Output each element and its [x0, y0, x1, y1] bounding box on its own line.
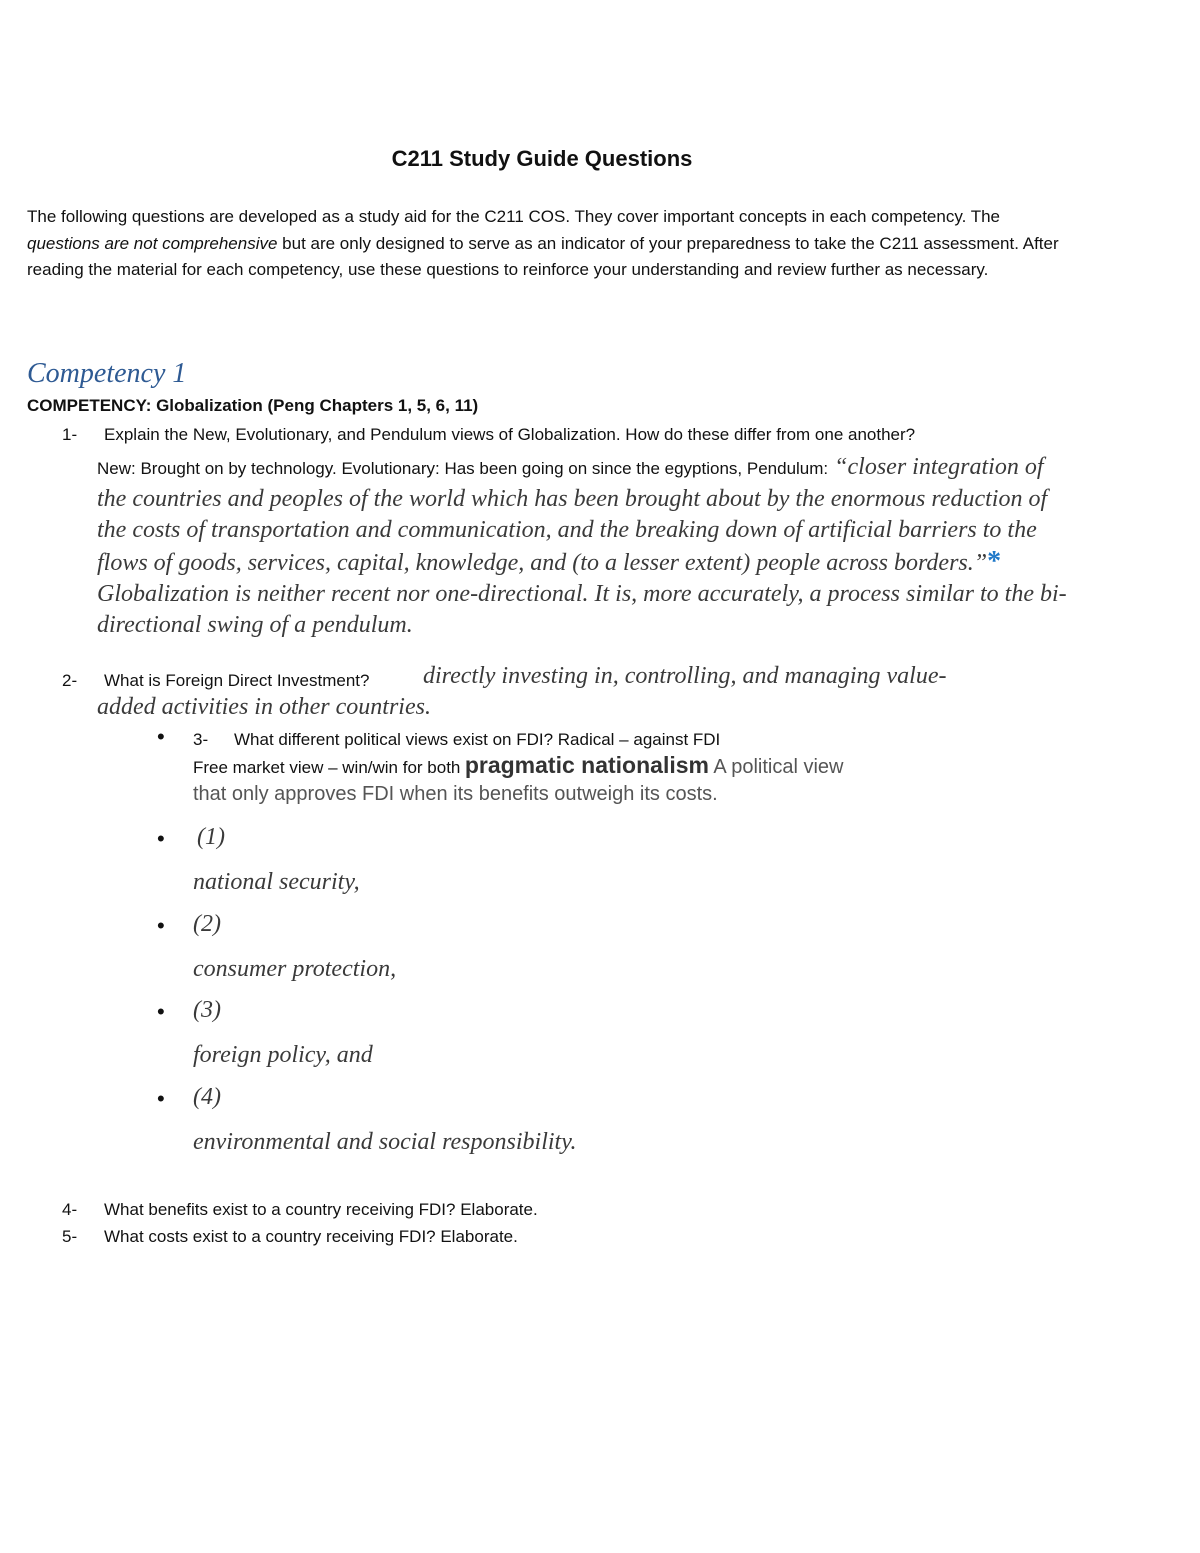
bullet-icon: • [157, 724, 165, 749]
intro-italic: questions are not comprehensive [27, 233, 278, 253]
item-3-text: foreign policy, and [193, 1042, 373, 1068]
bullet-icon: • [157, 1086, 165, 1111]
q5-text: What costs exist to a country receiving FDI? Elaborate. [104, 1227, 518, 1246]
intro-text-1: The following questions are developed as a study aid for the C211 COS. They cover important concepts in each competency. The [27, 207, 1001, 226]
star-icon: * [987, 546, 1002, 577]
item-2-label: (2) [193, 911, 221, 937]
q1-answer-lead: New: Brought on by technology. Evolutionary: Has been going on since the egyptions, Pendulum: [97, 459, 829, 478]
q5-number: 5- [62, 1227, 78, 1246]
q3-line2 [193, 752, 843, 779]
q1-number: 1- [62, 425, 78, 444]
item-1-text: national security, [193, 869, 360, 895]
q2-answer-line2: added activities in other countries. [97, 694, 431, 720]
bullet-icon: • [157, 913, 165, 938]
q3-tail2: that only approves FDI when its benefits outweigh its costs. [193, 783, 718, 805]
competency-heading: Competency 1 [27, 358, 187, 389]
q4-text: What benefits exist to a country receiving FDI? Elaborate. [104, 1200, 538, 1219]
q4-number: 4- [62, 1200, 78, 1219]
item-4-text: environmental and social responsibility. [193, 1129, 577, 1155]
q3-number: 3- [193, 730, 209, 749]
item-1-label: (1) [197, 824, 225, 850]
q1-answer [97, 452, 1067, 641]
bullet-icon: • [157, 826, 165, 851]
bullet-icon: • [157, 999, 165, 1024]
item-3-label: (3) [193, 997, 221, 1023]
item-4-label: (4) [193, 1084, 221, 1110]
q2-text: What is Foreign Direct Investment? [104, 671, 370, 690]
q1-answer-quote: “closer integration of the countries and peoples of the world which has been brought about by the enormous reduction of the costs of transportation and communication, and the breaking down of artificial barriers to the flows of goods, services, capital, knowledge, and (to a lesser extent) people across borders.” [97, 454, 1048, 576]
q2-answer-line1: directly investing in, controlling, and managing value- [423, 663, 947, 689]
q2-number: 2- [62, 671, 78, 690]
item-2-text: consumer protection, [193, 956, 397, 982]
competency-subheading: COMPETENCY: Globalization (Peng Chapters 1, 5, 6, 11) [27, 396, 479, 415]
q3-tail1: A political view [708, 756, 844, 778]
q3-text: What different political views exist on FDI? Radical – against FDI [234, 730, 721, 749]
q3-line2-text: Free market view – win/win for both [193, 758, 461, 777]
intro-paragraph [27, 204, 1067, 284]
intro-text-2: but are only designed to serve as an indicator of your preparedness to take the C211 assessment. After reading the material for each competency, use these questions to reinforce your understanding and review further as necessary. [27, 233, 1059, 279]
q3-bold-term: pragmatic nationalism [464, 752, 709, 778]
q1-answer-tail: Globalization is neither recent nor one-directional. It is, more accurately, a process similar to the bi-directional swing of a pendulum. [97, 581, 1067, 638]
q1-text: Explain the New, Evolutionary, and Pendulum views of Globalization. How do these differ from one another? [104, 425, 916, 444]
page-title: C211 Study Guide Questions [391, 146, 693, 171]
